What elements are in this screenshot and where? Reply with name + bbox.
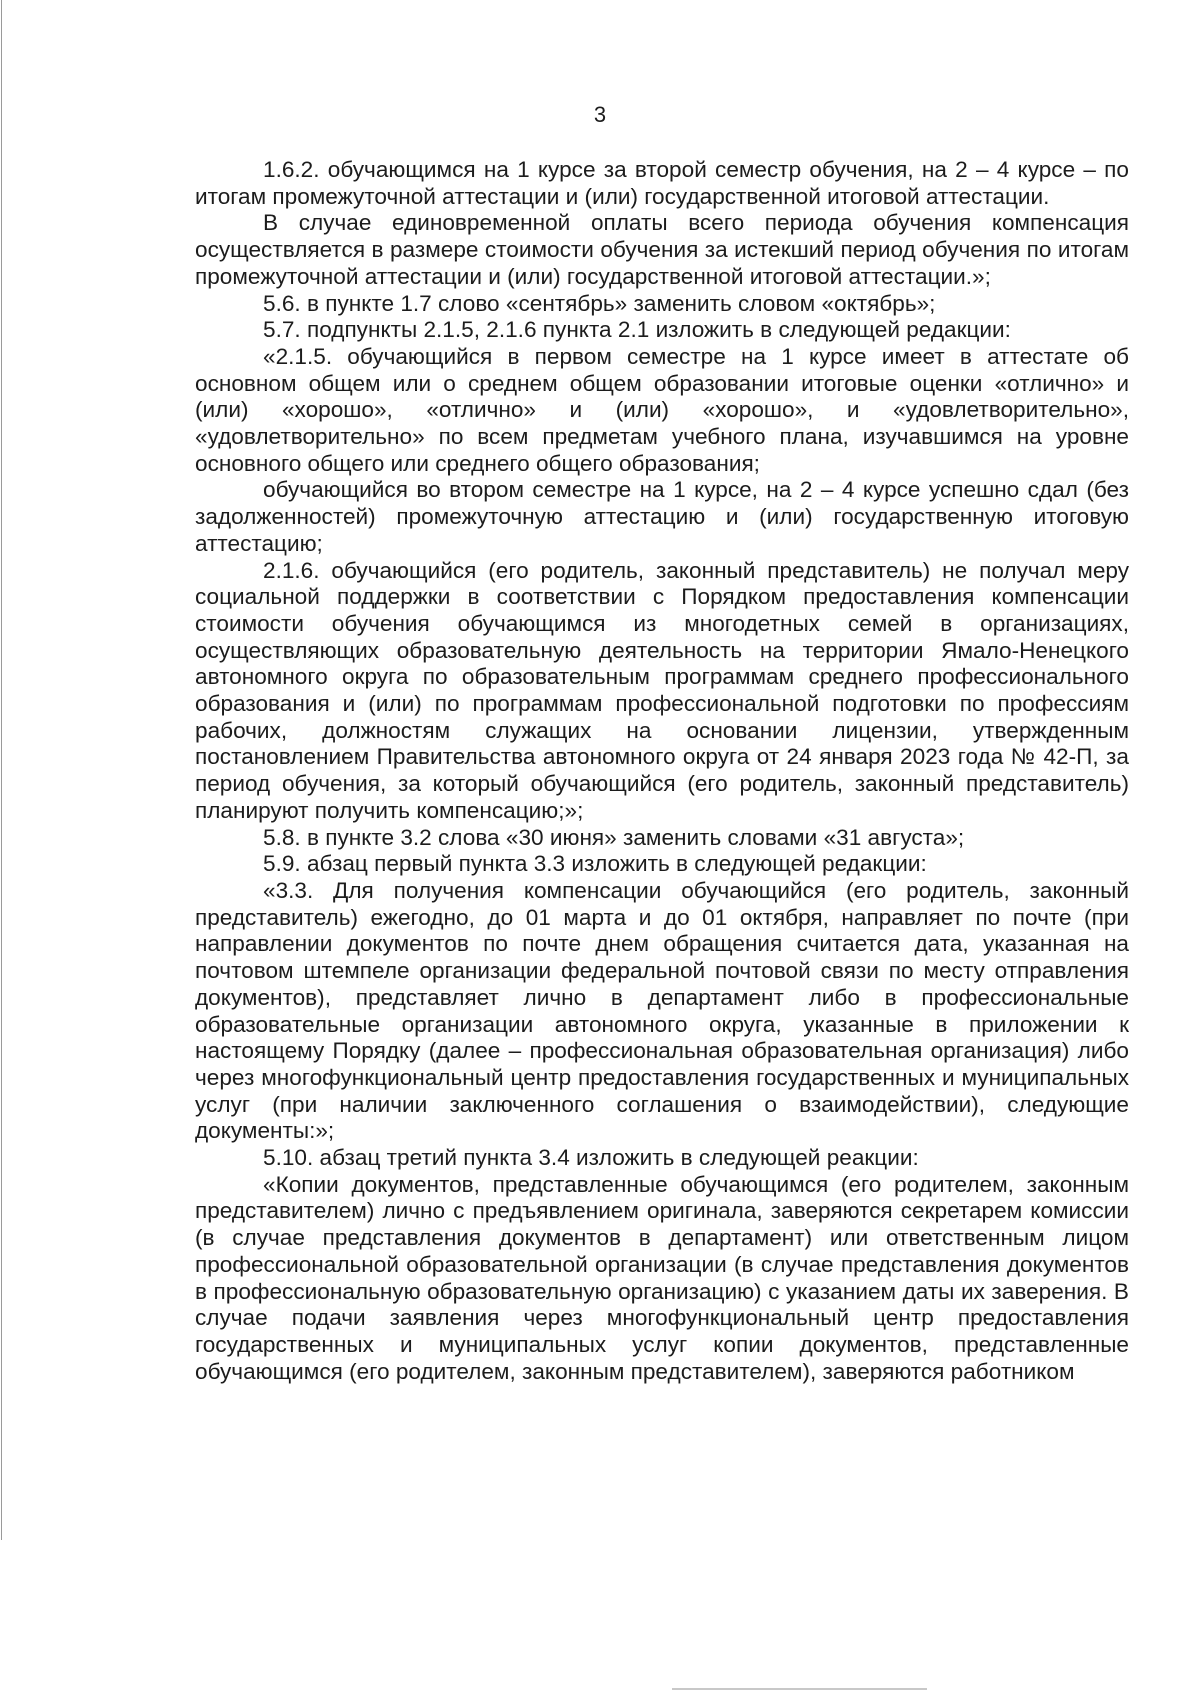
paragraph-5-7: 5.7. подпункты 2.1.5, 2.1.6 пункта 2.1 изложить в следующей редакции: (263, 317, 1011, 343)
paragraph-lump-sum-payment: В случае единовременной оплаты всего периода обучения компенсация осуществляется в размере стоимости обучения за истекший период обучения по итогам промежуточной аттестации и (или) государственной итоговой аттестации.»; (195, 210, 1129, 289)
scan-edge-line (1, 0, 2, 1540)
scan-artifact-line (672, 1688, 927, 1690)
paragraph-3-3: «3.3. Для получения компенсации обучающийся (его родитель, законный представитель) ежегодно, до 01 марта и до 01 октября, направляет по почте (при направлении документов по почте днем обращения считается дата, указанная на почтовом штемпеле организации федеральной почтовой связи по месту отправления документов), представляет лично в департамент либо в профессиональные образовательные организации автономного округа, указанные в приложении к настоящему Порядку (далее – профессиональная образовательная организация) либо через многофункциональный центр предоставления государственных и муниципальных услуг (при наличии заключенного соглашения о взаимодействии), следующие документы:»; (195, 877, 1129, 1144)
paragraph-2-1-5: «2.1.5. обучающийся в первом семестре на 1 курсе имеет в аттестате об основном общем или о среднем общем образовании итоговые оценки «отлично» и (или) «хорошо», «отлично» и (или) «хорошо», и «удовлетворительно», «удовлетворительно» по всем предметам учебного плана, изучавшимся на уровне основного общего или среднего общего образования; (195, 343, 1129, 476)
paragraph-5-8: 5.8. в пункте 3.2 слова «30 июня» заменить словами «31 августа»; (263, 824, 965, 850)
paragraph-2-1-6: 2.1.6. обучающийся (его родитель, законный представитель) не получал меру социальной поддержки в соответствии с Порядком предоставления компенсации стоимости обучения обучающимся из многодетных семей в организациях, осуществляющих образовательную деятельность на территории Ямало-Ненецкого автономного округа по образовательным программам среднего профессионального образования и (или) по программам профессиональной подготовки по профессиям рабочих, должностям служащих на основании лицензии, утвержденным постановлением Правительства автономного округа от 24 января 2023 года № 42-П, за период обучения, за который обучающийся (его родитель, законный представитель) планируют получить компенсацию;»; (195, 557, 1129, 823)
paragraph-5-6: 5.6. в пункте 1.7 слово «сентябрь» заменить словом «октябрь»; (263, 290, 936, 316)
paragraph-5-9: 5.9. абзац первый пункта 3.3 изложить в следующей редакции: (263, 851, 927, 877)
paragraph-second-semester: обучающийся во втором семестре на 1 курсе, на 2 – 4 курсе успешно сдал (без задолженностей) промежуточную аттестацию и (или) государственную итоговую аттестацию; (195, 477, 1129, 556)
paragraph-1-6-2: 1.6.2. обучающимся на 1 курсе за второй семестр обучения, на 2 – 4 курсе – по итогам промежуточной аттестации и (или) государственной итоговой аттестации. (195, 157, 1129, 209)
document-body (195, 157, 1129, 1385)
paragraph-document-copies: «Копии документов, представленные обучающимся (его родителем, законным представителем) лично с предъявлением оригинала, заверяются секретарем комиссии (в случае представления документов в департамент) или ответственным лицом профессиональной образовательной организации (в случае представления документов в профессиональную образовательную организацию) с указанием даты их заверения. В случае подачи заявления через многофункциональный центр предоставления государственных и муниципальных услуг копии документов, представленные обучающимся (его родителем, законным представителем), заверяются работником (195, 1171, 1129, 1384)
paragraph-5-10: 5.10. абзац третий пункта 3.4 изложить в следующей реакции: (263, 1145, 919, 1171)
page-number: 3 (593, 102, 607, 127)
